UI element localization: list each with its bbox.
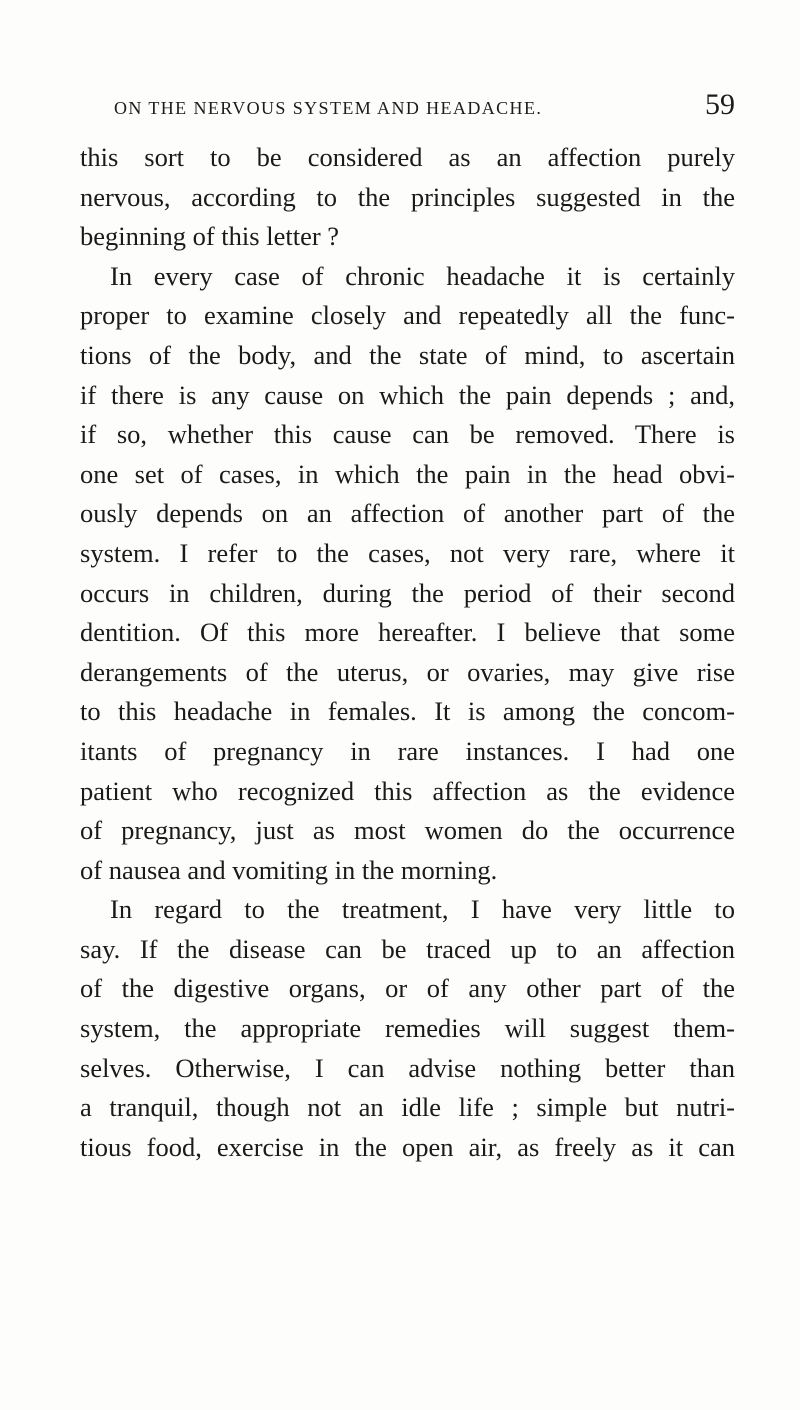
text-line: of nausea and vomiting in the morning. <box>80 854 498 885</box>
text-line: tious food, exercise in the open air, as freely as it can <box>80 1131 735 1162</box>
running-head <box>80 90 735 126</box>
text-line: of the digestive organs, or of any other part of the <box>80 973 735 1004</box>
text-line: if so, whether this cause can be removed. There is <box>80 419 735 450</box>
text-line: system. I refer to the cases, not very rare, where it <box>80 537 735 568</box>
page-number: 59 <box>705 88 735 121</box>
text-line: patient who recognized this affection as the evidence <box>80 775 735 806</box>
text-line: this sort to be considered as an affection purely <box>80 142 735 172</box>
text-line: selves. Otherwise, I can advise nothing better than <box>80 1052 735 1083</box>
text-line: say. If the disease can be traced up to an affection <box>80 933 735 964</box>
text-line: tions of the body, and the state of mind, to ascertain <box>80 339 735 370</box>
text-line: system, the appropriate remedies will suggest them- <box>80 1013 735 1044</box>
running-title: ON THE NERVOUS SYSTEM AND HEADACHE. <box>114 98 543 118</box>
text-line: itants of pregnancy in rare instances. I had one <box>80 735 735 766</box>
text-line: beginning of this letter ? <box>80 221 340 252</box>
text-line: In regard to the treatment, I have very little to <box>110 894 735 925</box>
text-line: ously depends on an affection of another part of the <box>80 498 735 529</box>
text-line: In every case of chronic headache it is certainly <box>110 260 735 291</box>
text-line: of pregnancy, just as most women do the occurrence <box>80 815 735 846</box>
text-line: to this headache in females. It is among the concom- <box>80 696 735 727</box>
text-line: dentition. Of this more hereafter. I believe that some <box>80 617 735 648</box>
text-line: nervous, according to the principles suggested in the <box>80 181 735 212</box>
text-line: occurs in children, during the period of their second <box>80 577 735 608</box>
text-line: proper to examine closely and repeatedly all the func- <box>80 300 735 331</box>
text-line: derangements of the uterus, or ovaries, may give rise <box>80 656 735 687</box>
body-text <box>80 138 735 1167</box>
text-line: a tranquil, though not an idle life ; simple but nutri- <box>80 1092 735 1123</box>
text-line: one set of cases, in which the pain in the head obvi- <box>80 458 735 489</box>
text-line: if there is any cause on which the pain depends ; and, <box>80 379 735 410</box>
